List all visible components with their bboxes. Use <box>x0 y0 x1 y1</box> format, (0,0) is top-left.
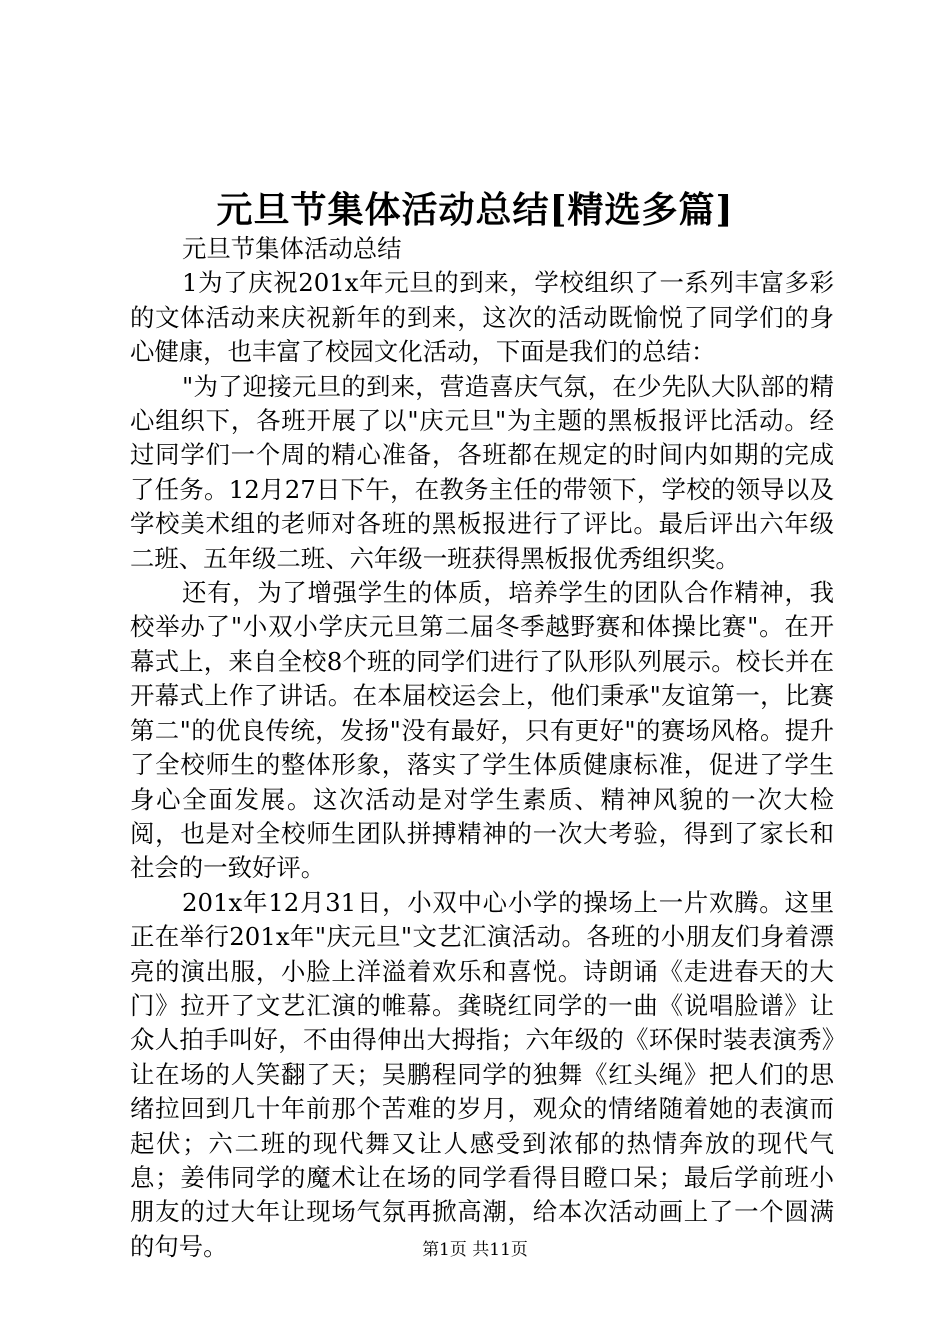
body-paragraph: 1为了庆祝201x年元旦的到来，学校组织了一系列丰富多彩的文体活动来庆祝新年的到来，这次的活动既愉悦了同学们的身心健康，也丰富了校园文化活动，下面是我们的总结： <box>130 268 834 367</box>
body-paragraph: 201x年12月31日，小双中心小学的操场上一片欢腾。这里正在举行201x年"庆元旦"文艺汇演活动。各班的小朋友们身着漂亮的演出服，小脸上洋溢着欢乐和喜悦。诗朗诵《走进春天的大门》拉开了文艺汇演的帷幕。龚晓红同学的一曲《说唱脸谱》让众人拍手叫好，不由得伸出大拇指；六年级的《环保时装表演秀》让在场的人笑翻了天；吴鹏程同学的独舞《红头绳》把人们的思绪拉回到几十年前那个苦难的岁月，观众的情绪随着她的表演而起伏；六二班的现代舞又让人感受到浓郁的热情奔放的现代气息；姜伟同学的魔术让在场的同学看得目瞪口呆；最后学前班小朋友的过大年让现场气氛再掀高潮，给本次活动画上了一个圆满的句号。 <box>130 887 834 1261</box>
subtitle-paragraph: 元旦节集体活动总结 <box>182 234 402 263</box>
document-title: 元旦节集体活动总结[精选多篇] <box>216 189 734 231</box>
page-footer: 第1页 共11页 <box>422 1240 528 1260</box>
body-paragraph: 还有，为了增强学生的体质，培养学生的团队合作精神，我校举办了"小双小学庆元旦第二届冬季越野赛和体操比赛"。在开幕式上，来自全校8个班的同学们进行了队形队列展示。校长并在开幕式上作了讲话。在本届校运会上，他们秉承"友谊第一，比赛第二"的优良传统，发扬"没有最好，只有更好"的赛场风格。提升了全校师生的整体形象，落实了学生体质健康标准，促进了学生身心全面发展。这次活动是对学生素质、精神风貌的一次大检阅，也是对全校师生团队拼搏精神的一次大考验，得到了家长和社会的一致好评。 <box>130 578 834 883</box>
document-body <box>130 232 834 1264</box>
body-paragraph: "为了迎接元旦的到来，营造喜庆气氛，在少先队大队部的精心组织下，各班开展了以"庆元旦"为主题的黑板报评比活动。经过同学们一个周的精心准备，各班都在规定的时间内如期的完成了任务。12月27日下午，在教务主任的带领下，学校的领导以及学校美术组的老师对各班的黑板报进行了评比。最后评出六年级二班、五年级二班、六年级一班获得黑板报优秀组织奖。 <box>130 371 834 573</box>
